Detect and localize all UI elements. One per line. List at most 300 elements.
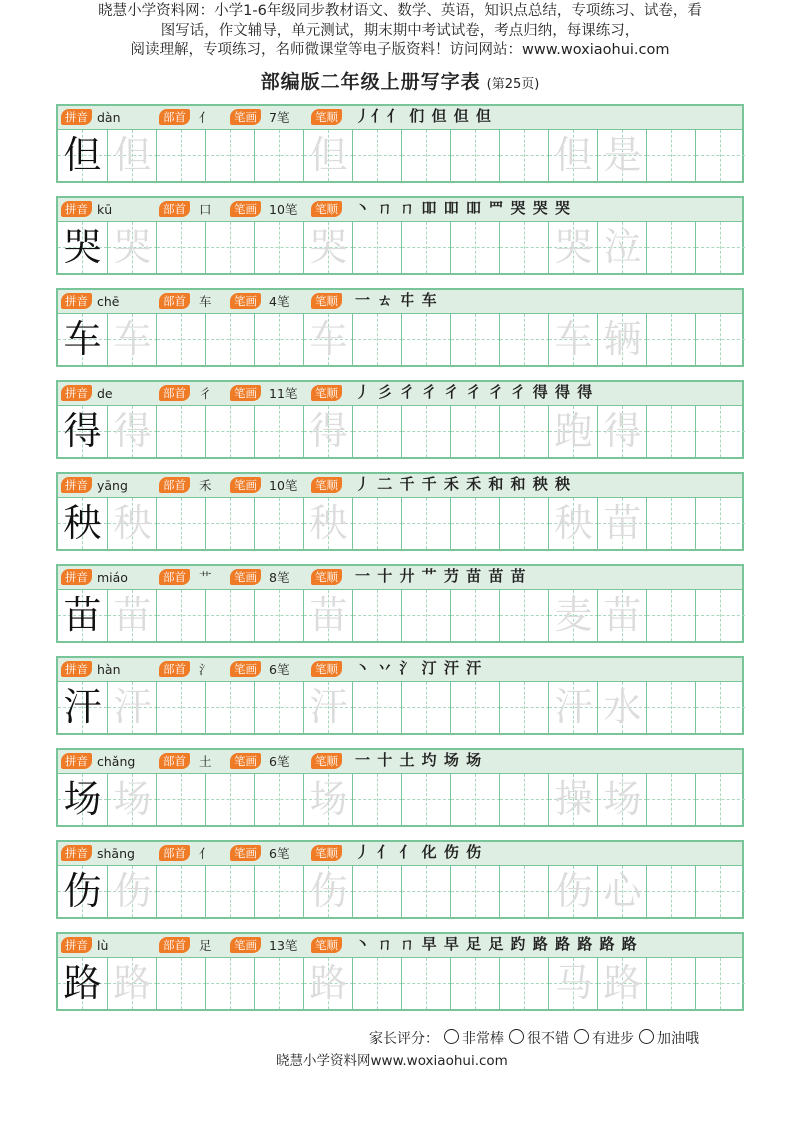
grid-cell[interactable] <box>254 406 304 457</box>
model-character: 秧 <box>63 501 102 545</box>
pinyin-tag: 拼音 <box>61 109 92 125</box>
header-line-2: 图写话，作文辅导，单元测试，期末期中考试试卷，考点归纳，每课练习， <box>160 22 640 39</box>
writing-grid <box>58 314 742 365</box>
grid-cell[interactable] <box>646 866 696 917</box>
grid-cell[interactable] <box>499 130 549 181</box>
trace-character: 路 <box>309 961 348 1005</box>
pinyin-tag: 拼音 <box>61 385 92 401</box>
cell-guide-horizontal <box>353 983 402 984</box>
grid-cell[interactable] <box>450 866 500 917</box>
grid-cell[interactable] <box>156 866 206 917</box>
pinyin-value: chē <box>97 294 120 309</box>
word-character-1: 伤 <box>554 869 593 913</box>
grid-cell[interactable] <box>646 498 696 549</box>
stroke-order-tag: 笔顺 <box>311 109 342 125</box>
trace-character: 得 <box>309 409 348 453</box>
writing-grid <box>58 222 742 273</box>
grid-cell[interactable] <box>58 866 107 917</box>
stroke-order: 丿 亻 亻 化 伤 伤 <box>355 843 483 861</box>
cell-guide-horizontal <box>157 339 206 340</box>
trace-character: 伤 <box>113 869 152 913</box>
grid-cell[interactable] <box>254 498 304 549</box>
char-card <box>56 472 744 551</box>
rating-option-4: 加油哦 <box>657 1031 699 1047</box>
cell-guide-horizontal <box>500 155 549 156</box>
grid-cell[interactable] <box>352 866 402 917</box>
grid-cell[interactable] <box>254 958 304 1009</box>
grid-cell[interactable] <box>548 682 598 733</box>
grid-cell[interactable] <box>401 774 451 825</box>
radical-value: 口 <box>199 202 212 217</box>
stroke-count-value: 6笔 <box>269 662 290 677</box>
grid-cell[interactable] <box>695 314 745 365</box>
cell-guide-horizontal <box>353 339 402 340</box>
cell-guide-horizontal <box>157 431 206 432</box>
grid-cell[interactable] <box>646 406 696 457</box>
char-card <box>56 748 744 827</box>
grid-cell[interactable] <box>597 866 647 917</box>
grid-cell[interactable] <box>156 130 206 181</box>
cell-guide-horizontal <box>206 891 255 892</box>
pinyin-value: chǎng <box>97 754 136 769</box>
radical-tag: 部首 <box>159 293 190 309</box>
card-header <box>58 382 742 406</box>
grid-cell[interactable] <box>254 682 304 733</box>
grid-cell[interactable] <box>303 866 353 917</box>
cell-guide-horizontal <box>451 339 500 340</box>
grid-cell[interactable] <box>695 866 745 917</box>
pinyin-value: hàn <box>97 662 121 677</box>
stroke-count-tag: 笔画 <box>230 661 261 677</box>
grid-cell[interactable] <box>450 314 500 365</box>
grid-cell[interactable] <box>303 130 353 181</box>
grid-cell[interactable] <box>156 774 206 825</box>
cell-guide-horizontal <box>647 983 696 984</box>
grid-cell[interactable] <box>107 682 157 733</box>
pinyin-value: miáo <box>97 570 128 585</box>
rating-radio-3[interactable] <box>574 1029 589 1044</box>
grid-cell[interactable] <box>303 314 353 365</box>
cell-guide-horizontal <box>255 983 304 984</box>
grid-cell[interactable] <box>450 130 500 181</box>
grid-cell[interactable] <box>303 222 353 273</box>
cell-guide-horizontal <box>157 523 206 524</box>
grid-cell[interactable] <box>352 314 402 365</box>
grid-cell[interactable] <box>597 958 647 1009</box>
grid-cell[interactable] <box>695 498 745 549</box>
grid-cell[interactable] <box>205 774 255 825</box>
grid-cell[interactable] <box>58 314 107 365</box>
stroke-order-tag: 笔顺 <box>311 201 342 217</box>
card-header <box>58 474 742 498</box>
cell-guide-horizontal <box>500 799 549 800</box>
grid-cell[interactable] <box>597 498 647 549</box>
radical-value: 艹 <box>199 570 212 585</box>
grid-cell[interactable] <box>107 590 157 641</box>
grid-cell[interactable] <box>254 866 304 917</box>
pinyin-value: lù <box>97 938 109 953</box>
cell-guide-horizontal <box>206 247 255 248</box>
model-character: 苗 <box>63 593 102 637</box>
trace-character: 哭 <box>309 225 348 269</box>
model-character: 但 <box>63 133 102 177</box>
grid-cell[interactable] <box>548 314 598 365</box>
trace-character: 哭 <box>113 225 152 269</box>
rating-radio-2[interactable] <box>509 1029 524 1044</box>
grid-cell[interactable] <box>205 314 255 365</box>
grid-cell[interactable] <box>450 682 500 733</box>
word-character-2: 苗 <box>603 593 642 637</box>
cell-guide-horizontal <box>500 891 549 892</box>
grid-cell[interactable] <box>646 130 696 181</box>
grid-cell[interactable] <box>450 590 500 641</box>
cell-guide-horizontal <box>157 707 206 708</box>
cell-guide-horizontal <box>451 155 500 156</box>
cell-guide-horizontal <box>402 155 451 156</box>
grid-cell[interactable] <box>205 866 255 917</box>
cell-guide-horizontal <box>696 891 745 892</box>
grid-cell[interactable] <box>205 958 255 1009</box>
grid-cell[interactable] <box>205 130 255 181</box>
stroke-count-value: 4笔 <box>269 294 290 309</box>
stroke-order-tag: 笔顺 <box>311 293 342 309</box>
grid-cell[interactable] <box>352 590 402 641</box>
cell-guide-horizontal <box>500 339 549 340</box>
grid-cell[interactable] <box>58 958 107 1009</box>
grid-cell[interactable] <box>58 682 107 733</box>
grid-cell[interactable] <box>254 222 304 273</box>
pinyin-value: de <box>97 386 113 401</box>
grid-cell[interactable] <box>107 406 157 457</box>
grid-cell[interactable] <box>205 590 255 641</box>
grid-cell[interactable] <box>401 406 451 457</box>
word-character-2: 心 <box>603 869 642 913</box>
grid-cell[interactable] <box>107 314 157 365</box>
grid-cell[interactable] <box>107 222 157 273</box>
cell-guide-horizontal <box>402 891 451 892</box>
grid-cell[interactable] <box>107 498 157 549</box>
grid-cell[interactable] <box>597 590 647 641</box>
grid-cell[interactable] <box>401 866 451 917</box>
cell-guide-horizontal <box>255 615 304 616</box>
stroke-order-tag: 笔顺 <box>311 753 342 769</box>
trace-character: 但 <box>309 133 348 177</box>
stroke-count-tag: 笔画 <box>230 753 261 769</box>
grid-cell[interactable] <box>646 314 696 365</box>
trace-character: 苗 <box>309 593 348 637</box>
pinyin-tag: 拼音 <box>61 661 92 677</box>
grid-cell[interactable] <box>352 958 402 1009</box>
grid-cell[interactable] <box>695 130 745 181</box>
grid-cell[interactable] <box>352 222 402 273</box>
grid-cell[interactable] <box>695 958 745 1009</box>
pinyin-tag: 拼音 <box>61 845 92 861</box>
stroke-count-value: 11笔 <box>269 386 298 401</box>
stroke-order: 丶 ㄇ ㄇ 吅 吅 吅 罒 哭 哭 哭 <box>355 199 572 217</box>
cell-guide-horizontal <box>157 247 206 248</box>
pinyin-tag: 拼音 <box>61 753 92 769</box>
grid-cell[interactable] <box>548 130 598 181</box>
grid-cell[interactable] <box>450 406 500 457</box>
word-character-2: 得 <box>603 409 642 453</box>
grid-cell[interactable] <box>303 958 353 1009</box>
pinyin-value: dàn <box>97 110 121 125</box>
word-character-2: 水 <box>603 685 642 729</box>
grid-cell[interactable] <box>156 498 206 549</box>
grid-cell[interactable] <box>58 774 107 825</box>
cell-guide-horizontal <box>157 799 206 800</box>
pinyin-tag: 拼音 <box>61 293 92 309</box>
trace-character: 场 <box>113 777 152 821</box>
word-character-1: 汗 <box>554 685 593 729</box>
word-character-2: 场 <box>603 777 642 821</box>
grid-cell[interactable] <box>597 682 647 733</box>
grid-cell[interactable] <box>695 222 745 273</box>
card-header <box>58 566 742 590</box>
grid-cell[interactable] <box>499 958 549 1009</box>
cell-guide-horizontal <box>353 431 402 432</box>
char-card <box>56 840 744 919</box>
grid-cell[interactable] <box>107 130 157 181</box>
stroke-count-value: 10笔 <box>269 202 298 217</box>
grid-cell[interactable] <box>58 498 107 549</box>
cell-guide-horizontal <box>157 155 206 156</box>
grid-cell[interactable] <box>597 774 647 825</box>
grid-cell[interactable] <box>254 774 304 825</box>
grid-cell[interactable] <box>597 314 647 365</box>
cell-guide-horizontal <box>206 707 255 708</box>
radical-tag: 部首 <box>159 845 190 861</box>
grid-cell[interactable] <box>401 222 451 273</box>
cell-guide-horizontal <box>451 247 500 248</box>
grid-cell[interactable] <box>107 958 157 1009</box>
pinyin-tag: 拼音 <box>61 477 92 493</box>
grid-cell[interactable] <box>107 774 157 825</box>
grid-cell[interactable] <box>597 406 647 457</box>
cell-guide-horizontal <box>402 799 451 800</box>
grid-cell[interactable] <box>499 314 549 365</box>
stroke-order-tag: 笔顺 <box>311 385 342 401</box>
grid-cell[interactable] <box>254 590 304 641</box>
grid-cell[interactable] <box>352 498 402 549</box>
grid-cell[interactable] <box>499 406 549 457</box>
grid-cell[interactable] <box>548 866 598 917</box>
grid-cell[interactable] <box>548 406 598 457</box>
model-character: 汗 <box>63 685 102 729</box>
grid-cell[interactable] <box>58 222 107 273</box>
cell-guide-horizontal <box>206 155 255 156</box>
grid-cell[interactable] <box>450 498 500 549</box>
radical-tag: 部首 <box>159 109 190 125</box>
pinyin-value: kū <box>97 202 113 217</box>
cell-guide-horizontal <box>402 431 451 432</box>
grid-cell[interactable] <box>646 222 696 273</box>
grid-cell[interactable] <box>499 498 549 549</box>
grid-cell[interactable] <box>450 958 500 1009</box>
radical-tag: 部首 <box>159 661 190 677</box>
stroke-order-tag: 笔顺 <box>311 845 342 861</box>
grid-cell[interactable] <box>254 130 304 181</box>
grid-cell[interactable] <box>156 314 206 365</box>
stroke-count-value: 10笔 <box>269 478 298 493</box>
cell-guide-horizontal <box>206 339 255 340</box>
grid-cell[interactable] <box>303 682 353 733</box>
cell-guide-horizontal <box>402 615 451 616</box>
trace-character: 秧 <box>113 501 152 545</box>
grid-cell[interactable] <box>548 498 598 549</box>
grid-cell[interactable] <box>401 314 451 365</box>
cell-guide-horizontal <box>255 247 304 248</box>
radical-value: 土 <box>199 754 212 769</box>
rating-option-1: 非常棒 <box>462 1031 504 1047</box>
grid-cell[interactable] <box>352 406 402 457</box>
grid-cell[interactable] <box>303 590 353 641</box>
trace-character: 场 <box>309 777 348 821</box>
card-header <box>58 934 742 958</box>
stroke-count-value: 7笔 <box>269 110 290 125</box>
radical-value: 彳 <box>199 386 212 401</box>
char-card <box>56 104 744 183</box>
cell-guide-horizontal <box>696 707 745 708</box>
grid-cell[interactable] <box>646 774 696 825</box>
grid-cell[interactable] <box>646 682 696 733</box>
grid-cell[interactable] <box>646 590 696 641</box>
cell-guide-horizontal <box>647 431 696 432</box>
grid-cell[interactable] <box>401 590 451 641</box>
cell-guide-horizontal <box>451 707 500 708</box>
stroke-order: 丿 彡 彳 彳 彳 彳 彳 彳 得 得 得 <box>355 383 594 401</box>
cell-guide-horizontal <box>402 983 451 984</box>
writing-grid <box>58 590 742 641</box>
writing-grid <box>58 866 742 917</box>
word-character-1: 马 <box>554 961 593 1005</box>
grid-cell[interactable] <box>548 774 598 825</box>
radical-value: 氵 <box>199 662 212 677</box>
stroke-order: 丿亻亻 们 但 但 但 <box>355 107 492 125</box>
radical-value: 车 <box>199 294 212 309</box>
word-character-1: 车 <box>554 317 593 361</box>
trace-character: 伤 <box>309 869 348 913</box>
grid-cell[interactable] <box>205 406 255 457</box>
writing-grid <box>58 498 742 549</box>
cell-guide-horizontal <box>500 431 549 432</box>
cell-guide-horizontal <box>696 431 745 432</box>
radical-tag: 部首 <box>159 569 190 585</box>
word-character-1: 但 <box>554 133 593 177</box>
grid-cell[interactable] <box>695 590 745 641</box>
cell-guide-horizontal <box>255 523 304 524</box>
grid-cell[interactable] <box>205 498 255 549</box>
cell-guide-horizontal <box>647 707 696 708</box>
cell-guide-horizontal <box>500 523 549 524</box>
grid-cell[interactable] <box>156 958 206 1009</box>
card-header <box>58 198 742 222</box>
grid-cell[interactable] <box>352 130 402 181</box>
cell-guide-horizontal <box>353 247 402 248</box>
trace-character: 车 <box>113 317 152 361</box>
radical-value: 亻 <box>199 846 212 861</box>
stroke-order: 一 十 廾 艹 芀 苗 苗 苗 <box>355 567 527 585</box>
grid-cell[interactable] <box>352 682 402 733</box>
grid-cell[interactable] <box>303 406 353 457</box>
rating-radio-4[interactable] <box>639 1029 654 1044</box>
grid-cell[interactable] <box>303 774 353 825</box>
grid-cell[interactable] <box>695 682 745 733</box>
model-character: 得 <box>63 409 102 453</box>
grid-cell[interactable] <box>58 406 107 457</box>
grid-cell[interactable] <box>450 222 500 273</box>
grid-cell[interactable] <box>499 774 549 825</box>
char-card <box>56 656 744 735</box>
grid-cell[interactable] <box>303 498 353 549</box>
grid-cell[interactable] <box>401 498 451 549</box>
grid-cell[interactable] <box>548 590 598 641</box>
cell-guide-horizontal <box>353 155 402 156</box>
grid-cell[interactable] <box>695 774 745 825</box>
word-character-2: 路 <box>603 961 642 1005</box>
grid-cell[interactable] <box>450 774 500 825</box>
grid-cell[interactable] <box>597 222 647 273</box>
char-card <box>56 932 744 1011</box>
word-character-2: 是 <box>603 133 642 177</box>
cell-guide-horizontal <box>353 523 402 524</box>
cell-guide-horizontal <box>157 615 206 616</box>
grid-cell[interactable] <box>156 682 206 733</box>
grid-cell[interactable] <box>58 590 107 641</box>
model-character: 场 <box>63 777 102 821</box>
card-header <box>58 290 742 314</box>
grid-cell[interactable] <box>156 222 206 273</box>
grid-cell[interactable] <box>646 958 696 1009</box>
grid-cell[interactable] <box>205 222 255 273</box>
word-character-2: 苗 <box>603 501 642 545</box>
grid-cell[interactable] <box>401 682 451 733</box>
grid-cell[interactable] <box>401 130 451 181</box>
grid-cell[interactable] <box>695 406 745 457</box>
cell-guide-horizontal <box>696 339 745 340</box>
grid-cell[interactable] <box>352 774 402 825</box>
grid-cell[interactable] <box>597 130 647 181</box>
grid-cell[interactable] <box>254 314 304 365</box>
grid-cell[interactable] <box>499 222 549 273</box>
grid-cell[interactable] <box>548 958 598 1009</box>
grid-cell[interactable] <box>156 406 206 457</box>
cell-guide-horizontal <box>451 799 500 800</box>
stroke-order: 丿 二 千 千 禾 禾 和 和 秧 秧 <box>355 475 572 493</box>
cell-guide-horizontal <box>402 339 451 340</box>
grid-cell[interactable] <box>499 866 549 917</box>
grid-cell[interactable] <box>401 958 451 1009</box>
grid-cell[interactable] <box>58 130 107 181</box>
stroke-count-value: 6笔 <box>269 846 290 861</box>
pinyin-value: yāng <box>97 478 128 493</box>
cell-guide-horizontal <box>451 983 500 984</box>
cell-guide-horizontal <box>500 247 549 248</box>
cell-guide-horizontal <box>647 247 696 248</box>
cell-guide-horizontal <box>206 983 255 984</box>
grid-cell[interactable] <box>205 682 255 733</box>
card-header <box>58 106 742 130</box>
grid-cell[interactable] <box>548 222 598 273</box>
grid-cell[interactable] <box>156 590 206 641</box>
grid-cell[interactable] <box>107 866 157 917</box>
pinyin-value: shāng <box>97 846 135 861</box>
grid-cell[interactable] <box>499 682 549 733</box>
cell-guide-horizontal <box>696 155 745 156</box>
grid-cell[interactable] <box>499 590 549 641</box>
rating-radio-1[interactable] <box>444 1029 459 1044</box>
cell-guide-horizontal <box>255 799 304 800</box>
